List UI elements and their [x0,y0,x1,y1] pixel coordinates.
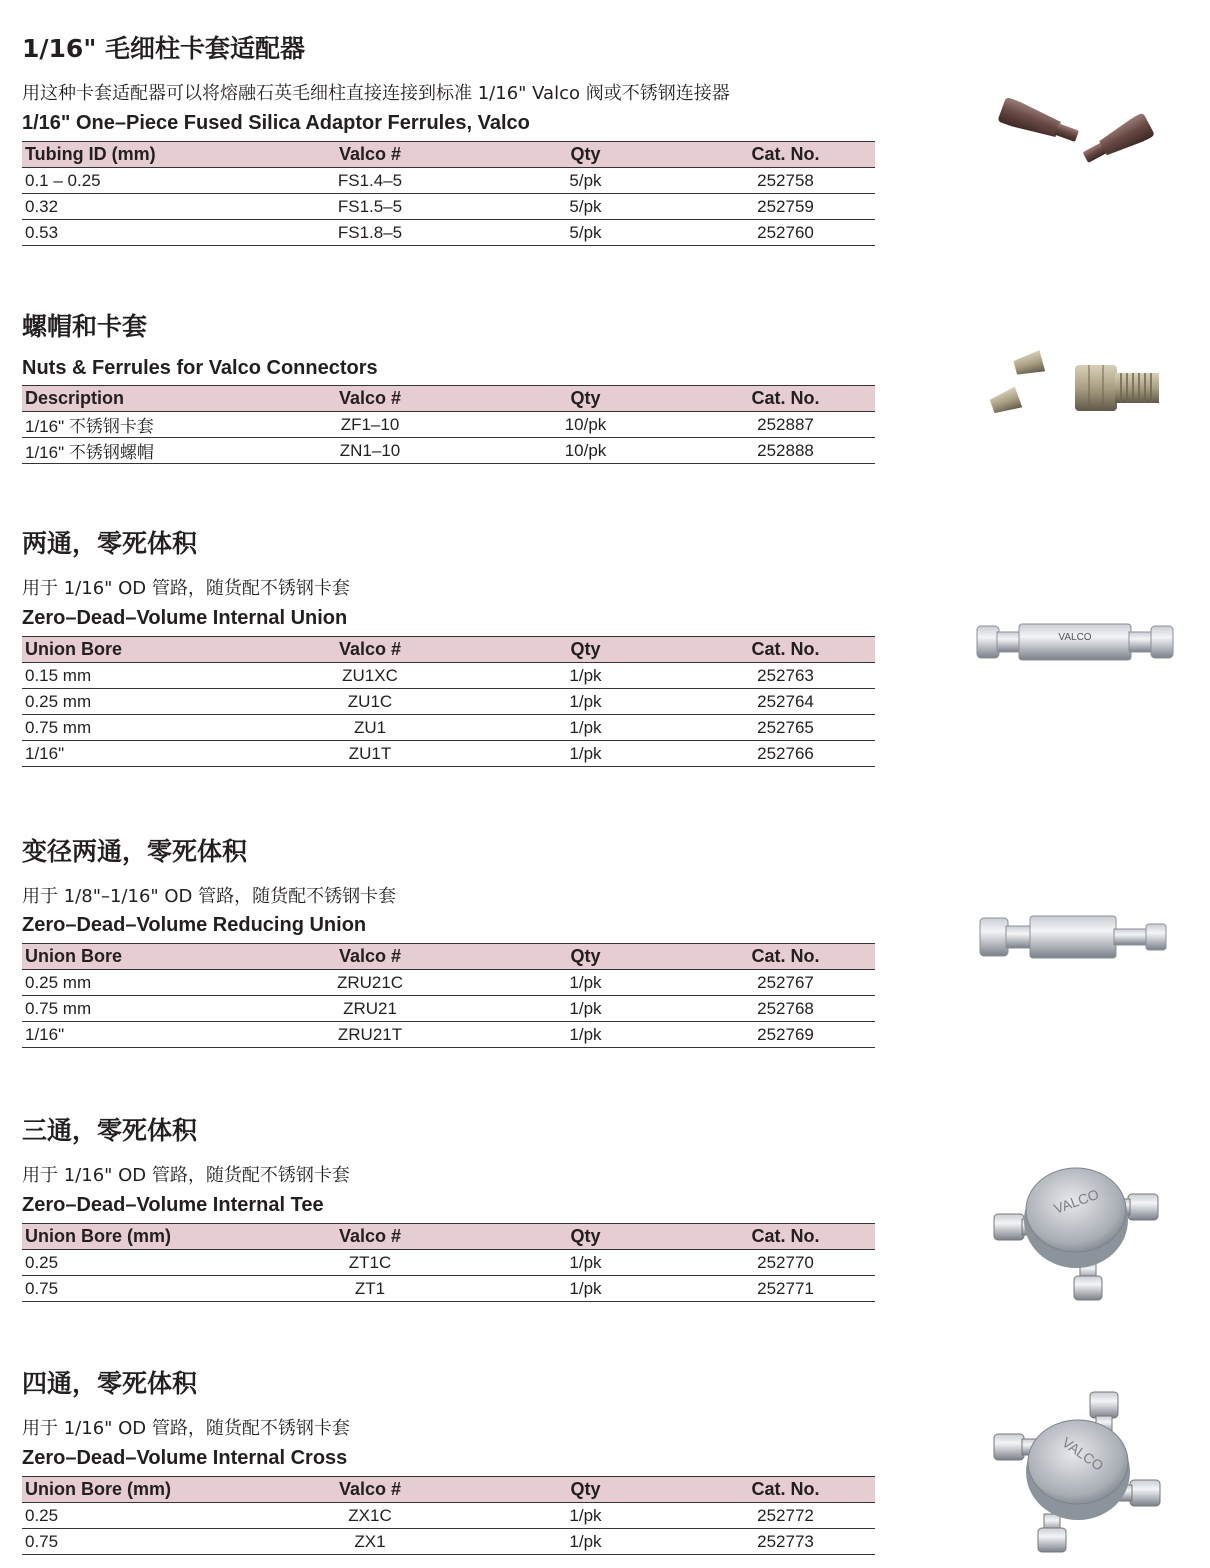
table-row [22,663,875,689]
table-cell: 252760 [693,220,875,246]
section-title-en: Zero–Dead–Volume Internal Cross [22,1447,348,1469]
col-header: Qty [475,944,693,970]
table-header-row [22,386,875,412]
table-cell: FS1.8–5 [262,220,475,246]
section-title-cn: 两通，零死体积 [22,529,198,558]
table-cell: ZRU21T [262,1022,475,1048]
table-cell: 252768 [693,996,875,1022]
table-cell: 0.75 [22,1529,262,1555]
section-title-cn: 螺帽和卡套 [22,312,148,341]
product-table [22,1476,875,1555]
col-header: Union Bore [22,944,262,970]
product-table [22,1223,875,1302]
table-cell: 0.15 mm [22,663,262,689]
col-header: Qty [475,637,693,663]
section-title-cn: 1/16" 毛细柱卡套适配器 [22,34,306,63]
table-row [22,412,875,438]
col-header: Union Bore [22,637,262,663]
table-cell: ZRU21C [262,970,475,996]
col-header: Qty [475,1224,693,1250]
table-row [22,1276,875,1302]
table-cell: 5/pk [475,168,693,194]
table-cell: 1/16" [22,1022,262,1048]
col-header: Tubing ID (mm) [22,142,262,168]
col-header: Cat. No. [693,386,875,412]
table-cell: FS1.4–5 [262,168,475,194]
table-cell: 0.75 [22,1276,262,1302]
table-row [22,715,875,741]
table-cell: ZT1 [262,1276,475,1302]
table-cell: 0.25 [22,1250,262,1276]
table-cell: ZU1XC [262,663,475,689]
section-description-cn: 用于 1/16" OD 管路，随货配不锈钢卡套 [22,1418,350,1439]
product-table [22,385,875,464]
table-header-row [22,944,875,970]
table-cell: ZRU21 [262,996,475,1022]
internal-cross-image [990,1388,1168,1558]
table-cell: ZT1C [262,1250,475,1276]
col-header: Union Bore (mm) [22,1477,262,1503]
valco-label: VALCO [1059,1434,1107,1474]
table-cell: 252759 [693,194,875,220]
table-row [22,1250,875,1276]
section-description-cn: 用这种卡套适配器可以将熔融石英毛细柱直接连接到标准 1/16" Valco 阀或不锈钢连接器 [22,83,730,104]
col-header: Cat. No. [693,1477,875,1503]
product-table [22,141,875,246]
table-cell: 5/pk [475,194,693,220]
valco-label: VALCO [1051,1185,1101,1217]
table-cell: 0.75 mm [22,996,262,1022]
table-cell: ZU1 [262,715,475,741]
col-header: Qty [475,142,693,168]
table-cell: 10/pk [475,412,693,438]
table-header-row [22,142,875,168]
table-row [22,741,875,767]
table-cell: 252769 [693,1022,875,1048]
col-header: Description [22,386,262,412]
table-cell: 252758 [693,168,875,194]
table-header-row [22,1477,875,1503]
col-header: Cat. No. [693,142,875,168]
table-cell: 1/pk [475,1503,693,1529]
table-cell: 0.1 – 0.25 [22,168,262,194]
table-cell: 0.25 mm [22,689,262,715]
table-cell: 0.53 [22,220,262,246]
table-cell: 0.75 mm [22,715,262,741]
col-header: Valco # [262,1224,475,1250]
table-cell: 1/pk [475,663,693,689]
table-cell: ZX1 [262,1529,475,1555]
table-cell: 252770 [693,1250,875,1276]
col-header: Qty [475,1477,693,1503]
product-table [22,636,875,767]
table-cell: 252763 [693,663,875,689]
table-cell: 1/pk [475,970,693,996]
section-title-en: Nuts & Ferrules for Valco Connectors [22,357,378,379]
table-row [22,194,875,220]
col-header: Cat. No. [693,1224,875,1250]
table-row [22,1503,875,1529]
internal-union-image [975,620,1175,664]
section-title-en: Zero–Dead–Volume Internal Union [22,607,348,629]
table-cell: 252771 [693,1276,875,1302]
table-cell: FS1.5–5 [262,194,475,220]
fused-silica-ferrule-image [990,80,1160,180]
table-row [22,220,875,246]
table-cell: 252773 [693,1529,875,1555]
section-title-cn: 三通，零死体积 [22,1116,198,1145]
table-cell: 1/pk [475,689,693,715]
col-header: Valco # [262,142,475,168]
section-description-cn: 用于 1/16" OD 管路，随货配不锈钢卡套 [22,578,350,599]
table-cell: ZN1–10 [262,438,475,464]
table-cell: ZU1T [262,741,475,767]
table-row [22,168,875,194]
table-cell: 1/pk [475,1529,693,1555]
table-cell: 1/pk [475,741,693,767]
table-cell: 252765 [693,715,875,741]
table-cell: 1/pk [475,1276,693,1302]
table-header-row [22,1224,875,1250]
table-cell: 252764 [693,689,875,715]
internal-tee-image [988,1158,1163,1303]
reducing-union-image [978,912,1170,962]
table-cell: ZF1–10 [262,412,475,438]
table-cell: 5/pk [475,220,693,246]
valco-label: VALCO [1058,632,1092,643]
table-row [22,1022,875,1048]
table-cell: 1/16" 不锈钢卡套 [22,412,262,438]
section-description-cn: 用于 1/8"–1/16" OD 管路，随货配不锈钢卡套 [22,886,397,907]
table-cell: 252772 [693,1503,875,1529]
table-cell: 1/16" 不锈钢螺帽 [22,438,262,464]
section-title-cn: 变径两通，零死体积 [22,837,248,866]
table-cell: 1/pk [475,1022,693,1048]
table-row [22,996,875,1022]
col-header: Qty [475,386,693,412]
col-header: Union Bore (mm) [22,1224,262,1250]
table-cell: 252766 [693,741,875,767]
table-header-row [22,637,875,663]
table-cell: ZX1C [262,1503,475,1529]
table-cell: 1/16" [22,741,262,767]
table-cell: ZU1C [262,689,475,715]
table-cell: 252767 [693,970,875,996]
table-row [22,1529,875,1555]
table-cell: 0.25 [22,1503,262,1529]
col-header: Valco # [262,637,475,663]
table-cell: 1/pk [475,996,693,1022]
table-row [22,970,875,996]
table-cell: 252888 [693,438,875,464]
product-table [22,943,875,1048]
section-title-en: 1/16" One–Piece Fused Silica Adaptor Ferrules, Valco [22,112,530,134]
section-title-en: Zero–Dead–Volume Reducing Union [22,914,367,936]
section-title-cn: 四通，零死体积 [22,1369,198,1398]
table-cell: 0.32 [22,194,262,220]
table-cell: 1/pk [475,715,693,741]
col-header: Valco # [262,386,475,412]
col-header: Valco # [262,944,475,970]
table-cell: 252887 [693,412,875,438]
col-header: Cat. No. [693,944,875,970]
col-header: Cat. No. [693,637,875,663]
table-cell: 1/pk [475,1250,693,1276]
table-cell: 0.25 mm [22,970,262,996]
table-cell: 10/pk [475,438,693,464]
nuts-ferrules-image [985,345,1165,425]
table-row [22,689,875,715]
col-header: Valco # [262,1477,475,1503]
section-title-en: Zero–Dead–Volume Internal Tee [22,1194,324,1216]
section-description-cn: 用于 1/16" OD 管路，随货配不锈钢卡套 [22,1165,350,1186]
table-row [22,438,875,464]
